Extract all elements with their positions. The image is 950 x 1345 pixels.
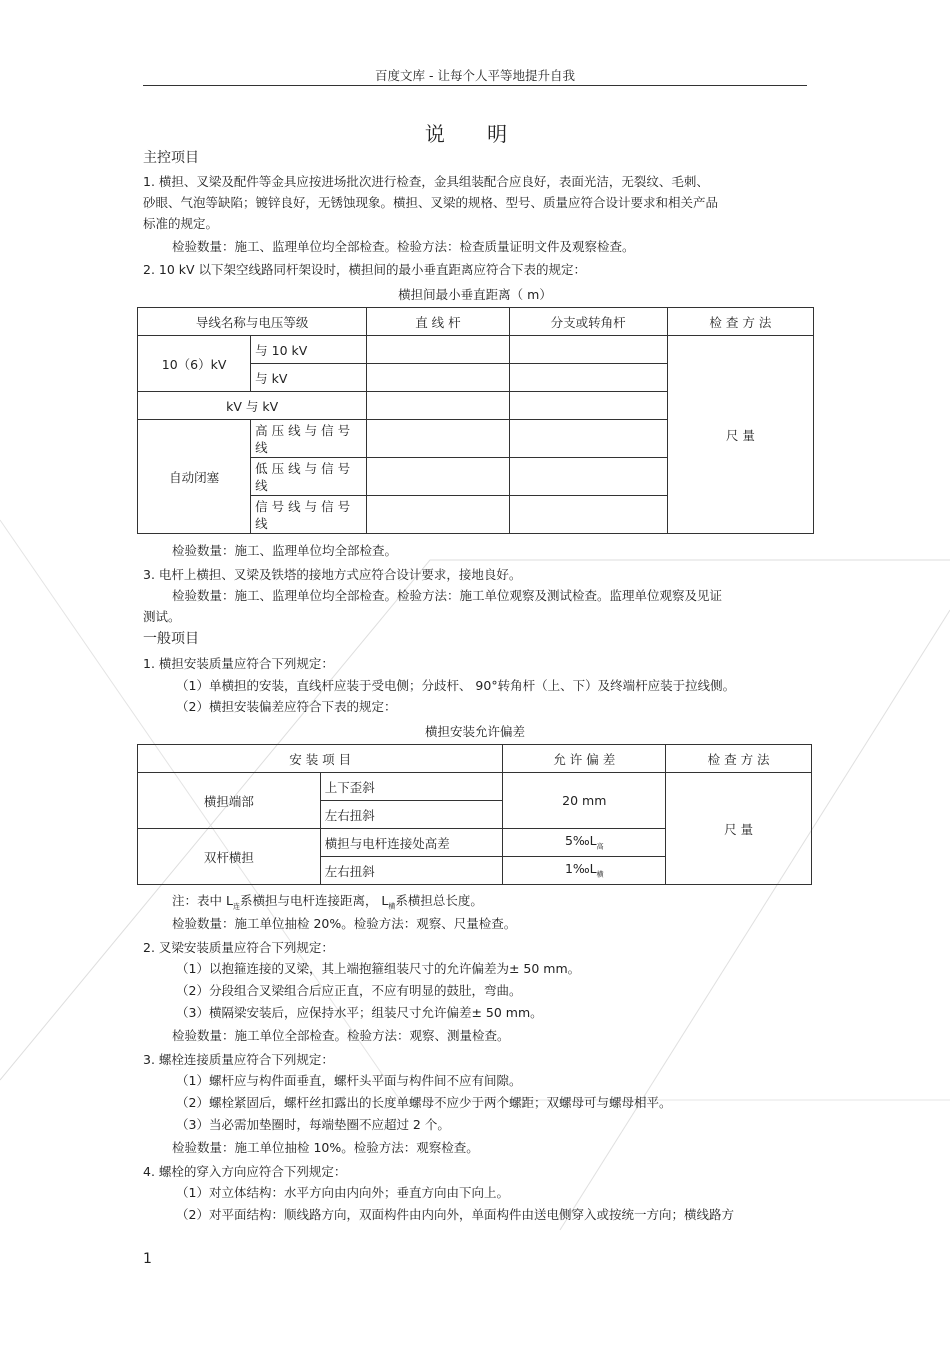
t2-row-end-b: 左右扭斜 bbox=[320, 801, 503, 829]
para-m1-line1: 1. 横担、叉梁及配件等金具应按进场批次进行检查，金具组装配合应良好，表面光洁，无裂纹、毛刺、 bbox=[143, 174, 709, 189]
para-g4-2: （2）对平面结构：顺线路方向，双面构件由内向外，单面构件由送电侧穿入或按统一方向；横线路方 bbox=[176, 1207, 734, 1222]
t2-row-double: 双杆横担 bbox=[138, 829, 321, 885]
t2-dev-a-value: 5‰L bbox=[564, 833, 597, 849]
note-part: 注：表中 L bbox=[172, 893, 233, 908]
para-g4: 4. 螺栓的穿入方向应符合下列规定： bbox=[143, 1164, 347, 1179]
t2-header-item: 安 装 项 目 bbox=[138, 745, 503, 773]
t1-row-10kv-a: 与 10 kV bbox=[251, 336, 367, 364]
t1-row-10kv-b: 与 kV bbox=[251, 364, 367, 392]
para-m1-line3: 标准的规定。 bbox=[143, 216, 219, 231]
t1-row-auto-a: 高压线与信号线 bbox=[251, 420, 367, 458]
note-part: 系横担与电杆连接距离， L bbox=[239, 893, 389, 908]
table1-caption: 横担间最小垂直距离（ m） bbox=[398, 287, 552, 302]
para-g1-2: （2）横担安装偏差应符合下表的规定： bbox=[176, 699, 397, 714]
para-m2-check: 检验数量：施工、监理单位均全部检查。 bbox=[172, 543, 398, 558]
para-m3-line2: 检验数量：施工、监理单位均全部检查。检验方法：施工单位观察及测试检查。监理单位观察及见证 bbox=[172, 588, 723, 603]
note-part: 系横担总长度。 bbox=[395, 893, 483, 908]
t2-dev-end: 20 mm bbox=[503, 773, 666, 829]
t1-cell bbox=[509, 392, 667, 420]
para-m3-line1: 3. 电杆上横担、叉梁及铁塔的接地方式应符合设计要求，接地良好。 bbox=[143, 567, 522, 582]
section-heading-general: 一般项目 bbox=[143, 631, 199, 647]
para-g3-3: （3）当必需加垫圈时，每端垫圈不应超过 2 个。 bbox=[176, 1117, 450, 1132]
t1-cell bbox=[367, 458, 509, 496]
t1-cell bbox=[509, 420, 667, 458]
para-g1: 1. 横担安装质量应符合下列规定： bbox=[143, 656, 334, 671]
t1-header-straight: 直 线 杆 bbox=[367, 308, 509, 336]
t1-cell bbox=[509, 458, 667, 496]
para-g2-2: （2）分段组合叉梁组合后应正直，不应有明显的鼓肚，弯曲。 bbox=[176, 983, 522, 998]
para-m3-line3: 测试。 bbox=[143, 609, 181, 624]
para-g3-2: （2）螺栓紧固后，螺杆丝扣露出的长度单螺母不应少于两个螺距；双螺母可与螺母相平。 bbox=[176, 1095, 672, 1110]
t2-dev-double-b bbox=[503, 857, 666, 885]
t1-row-kv: kV 与 kV bbox=[138, 392, 367, 420]
t2-dev-b-sub: 横 bbox=[596, 870, 604, 879]
table-min-distance bbox=[137, 307, 814, 534]
t1-cell bbox=[367, 496, 509, 534]
para-g3-1: （1）螺杆应与构件面垂直，螺杆头平面与构件间不应有间隙。 bbox=[176, 1073, 522, 1088]
para-g2: 2. 叉梁安装质量应符合下列规定： bbox=[143, 940, 334, 955]
table2-caption: 横担安装允许偏差 bbox=[424, 724, 525, 739]
para-g2-3: （3）横隔梁安装后，应保持水平；组装尺寸允许偏差± 50 mm。 bbox=[176, 1005, 543, 1020]
t1-row-auto-b: 低压线与信号线 bbox=[251, 458, 367, 496]
para-g1-1: （1）单横担的安装，直线杆应装于受电侧；分歧杆、 90°转角杆（上、下）及终端杆应装于拉线侧。 bbox=[176, 678, 736, 693]
note-sub: 横 bbox=[388, 902, 396, 911]
t2-dev-double-a bbox=[503, 829, 666, 857]
t2-row-end-a: 上下歪斜 bbox=[320, 773, 503, 801]
table2-note bbox=[172, 893, 483, 915]
page-number: 1 bbox=[143, 1251, 152, 1267]
t2-row-end: 横担端部 bbox=[138, 773, 321, 829]
t1-cell bbox=[367, 392, 509, 420]
t1-row-auto: 自动闭塞 bbox=[138, 420, 251, 534]
t1-cell bbox=[509, 336, 667, 364]
t2-header-deviation: 允 许 偏 差 bbox=[503, 745, 666, 773]
para-m1-check: 检验数量：施工、监理单位均全部检查。检验方法：检查质量证明文件及观察检查。 bbox=[172, 239, 635, 254]
section-heading-main: 主控项目 bbox=[143, 150, 199, 166]
para-m1-line2: 砂眼、气泡等缺陷；镀锌良好，无锈蚀现象。横担、叉梁的规格、型号、质量应符合设计要求和相关产品 bbox=[143, 195, 719, 210]
t2-dev-a-sub: 高 bbox=[596, 842, 604, 851]
t1-header-name: 导线名称与电压等级 bbox=[138, 308, 367, 336]
t1-row-10kv: 10（6）kV bbox=[138, 336, 251, 392]
t2-row-double-a: 横担与电杆连接处高差 bbox=[320, 829, 503, 857]
header-rule bbox=[143, 85, 807, 86]
table-crossarm-deviation bbox=[137, 744, 812, 885]
para-g4-1: （1）对立体结构：水平方向由内向外；垂直方向由下向上。 bbox=[176, 1185, 509, 1200]
t1-cell bbox=[509, 364, 667, 392]
para-m2: 2. 10 kV 以下架空线路同杆架设时，横担间的最小垂直距离应符合下表的规定： bbox=[143, 262, 587, 277]
t1-cell bbox=[509, 496, 667, 534]
t1-row-auto-c: 信号线与信号线 bbox=[251, 496, 367, 534]
doc-title: 说 明 bbox=[424, 122, 526, 146]
t1-cell bbox=[367, 420, 509, 458]
t1-cell bbox=[367, 364, 509, 392]
para-g3: 3. 螺栓连接质量应符合下列规定： bbox=[143, 1052, 334, 1067]
t2-method: 尺 量 bbox=[666, 773, 812, 885]
note-sub: 连 bbox=[232, 902, 240, 911]
para-g3-check: 检验数量：施工单位抽检 10%。检验方法：观察检查。 bbox=[172, 1140, 479, 1155]
t1-header-branch: 分支或转角杆 bbox=[509, 308, 667, 336]
t1-cell bbox=[367, 336, 509, 364]
t2-row-double-b: 左右扭斜 bbox=[320, 857, 503, 885]
para-g1-check: 检验数量：施工单位抽检 20%。检验方法：观察、尺量检查。 bbox=[172, 916, 517, 931]
t1-header-method: 检 查 方 法 bbox=[667, 308, 813, 336]
t2-dev-b-value: 1‰L bbox=[564, 861, 597, 877]
page-header: 百度文库 - 让每个人平等地提升自我 bbox=[375, 68, 575, 83]
para-g2-1: （1）以抱箍连接的叉梁，其上端抱箍组装尺寸的允许偏差为± 50 mm。 bbox=[176, 961, 581, 976]
para-g2-check: 检验数量：施工单位全部检查。检验方法：观察、测量检查。 bbox=[172, 1028, 510, 1043]
t2-header-method: 检 查 方 法 bbox=[666, 745, 812, 773]
t1-method: 尺 量 bbox=[667, 336, 813, 534]
